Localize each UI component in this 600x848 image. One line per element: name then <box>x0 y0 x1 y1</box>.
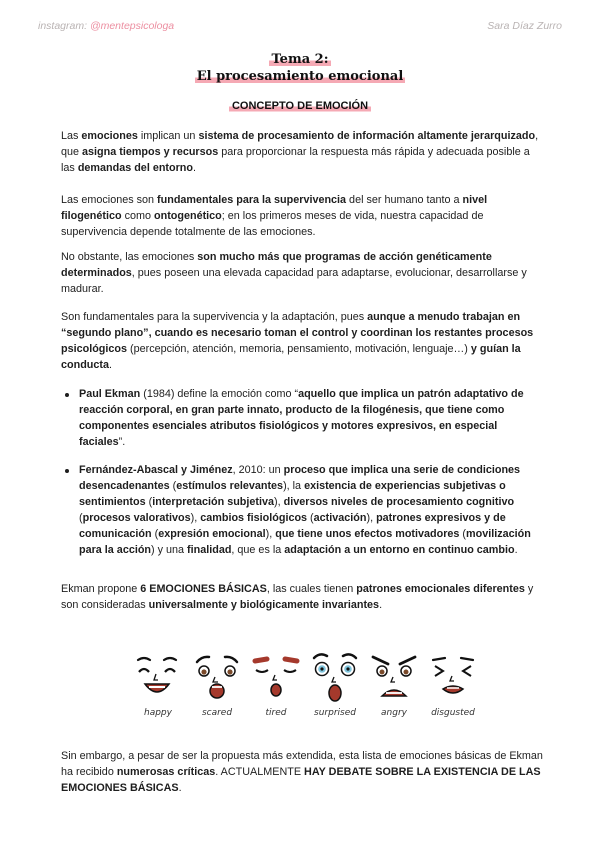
paragraph-genetic-programs <box>61 249 545 297</box>
text-segment: para proporcionar la respuesta más rápida y adecuada posible a las <box>61 146 530 174</box>
text-segment: No obstante, las emociones <box>61 251 198 263</box>
bold-text-segment: que tiene unos efectos motivadores <box>275 528 460 540</box>
bold-text-segment: estímulos relevantes <box>176 480 284 492</box>
text-segment: ), <box>366 512 377 524</box>
text-segment: Las emociones son <box>61 194 158 206</box>
emotion-faces-illustration <box>128 650 483 724</box>
bold-text-segment: HAY DEBATE SOBRE LA EXISTENCIA DE LAS EMOCIONES BÁSICAS <box>61 766 541 794</box>
text-segment: , 2010: un <box>232 464 284 476</box>
page-title-line2 <box>0 69 600 84</box>
text-segment: ), <box>265 528 276 540</box>
text-segment: (percepción, atención, memoria, pensamiento, motivación, lenguaje…) <box>127 343 471 355</box>
text-segment: y son consideradas <box>61 583 534 611</box>
text-segment: ), la <box>283 480 305 492</box>
text-segment: ”. <box>118 436 126 448</box>
bold-text-segment: expresión emocional <box>158 528 266 540</box>
bold-text-segment: y guían la conducta <box>61 343 521 371</box>
header-instagram-prefix: instagram: <box>38 20 90 32</box>
bullet-dot <box>65 469 69 473</box>
text-segment: Sin embargo, a pesar de ser la propuesta más extendida, esta lista de emociones básicas de Ekman ha recibido <box>61 750 543 778</box>
text-segment: ( <box>169 480 177 492</box>
bold-text-segment: procesos valorativos <box>82 512 191 524</box>
text-segment: , que <box>61 130 539 158</box>
emotion-label-happy: happy <box>144 708 172 718</box>
emotion-label-surprised: surprised <box>314 708 356 718</box>
paragraph-survival <box>61 192 545 240</box>
emotion-label-scared: scared <box>201 708 233 718</box>
header-instagram <box>38 20 174 32</box>
bold-text-segment: fundamentales para la supervivencia <box>157 194 347 206</box>
text-segment: , pues poseen una elevada capacidad para adaptarse, evolucionar, desarrollarse y madurar. <box>61 267 527 295</box>
text-segment: . <box>193 162 196 174</box>
text-segment: Son fundamentales para la supervivencia y la adaptación, pues <box>61 311 368 323</box>
text-segment: del ser humano tanto a <box>346 194 463 206</box>
text-segment: como <box>121 210 154 222</box>
scared-face-icon <box>191 650 243 706</box>
text-segment: ( <box>459 528 467 540</box>
tired-face-icon <box>250 650 302 706</box>
bold-text-segment: patrones expresivos y de comunicación <box>79 512 506 540</box>
bold-text-segment: 6 EMOCIONES BÁSICAS <box>140 583 267 595</box>
paragraph-adaptation <box>61 309 545 373</box>
paragraph-definition <box>61 128 545 176</box>
bold-text-segment: adaptación a un entorno en continuo cambio <box>284 544 515 556</box>
text-segment: . <box>178 782 182 794</box>
bold-text-segment: diversos niveles de procesamiento cognitivo <box>283 496 515 508</box>
text-segment: (1984) define la emoción como “ <box>140 388 299 400</box>
bold-text-segment: Fernández-Abascal y Jiménez <box>79 464 233 476</box>
page-title-line1 <box>0 52 600 67</box>
text-segment: , que es la <box>231 544 285 556</box>
bold-text-segment: aunque a menudo trabajan en “segundo plano”, cuando es necesario toman el control y coordinan los restantes procesos psicológicos <box>61 311 534 355</box>
section-title <box>0 100 600 112</box>
bold-text-segment: aquello que implica un patrón adaptativo de reacción corporal, en gran parte innato, producto de la filogénesis, que tiene como componentes esenciales atributos fisiológicos y motores expresivos, en especial faciales <box>79 388 524 448</box>
paragraph-basic-emotions <box>61 581 545 613</box>
paragraph-criticism <box>61 748 545 796</box>
page-title-line1-text: Tema 2: <box>271 52 329 67</box>
bold-text-segment: Paul Ekman <box>79 388 141 400</box>
text-segment: implican un <box>137 130 199 142</box>
bold-text-segment: ontogenético <box>154 210 222 222</box>
text-segment: . <box>379 599 383 611</box>
text-segment: . <box>514 544 518 556</box>
text-segment: ( <box>151 528 159 540</box>
bold-text-segment: interpretación subjetiva <box>152 496 275 508</box>
bold-text-segment: emociones <box>81 130 138 142</box>
angry-face-icon <box>368 650 420 706</box>
bold-text-segment: cambios fisiológicos <box>200 512 308 524</box>
page-title-line2-text: El procesamiento emocional <box>196 69 404 84</box>
emotion-face-surprised <box>305 650 365 724</box>
bullet-fernandez-abascal-definition <box>79 462 537 558</box>
bold-text-segment: proceso que implica una serie de condiciones desencadenantes <box>79 464 521 492</box>
bold-text-segment: son mucho más que programas de acción genéticamente determinados <box>61 251 492 279</box>
emotion-face-scared <box>187 650 247 724</box>
bullet-dot <box>65 393 69 397</box>
header-instagram-handle[interactable]: @mentepsicologa <box>89 20 175 32</box>
text-segment: , las cuales tienen <box>266 583 357 595</box>
text-segment: ( <box>307 512 314 524</box>
text-segment: Ekman propone <box>61 583 141 595</box>
emotion-face-happy <box>128 650 188 724</box>
bold-text-segment: existencia de experiencias subjetivas o sentimientos <box>79 480 506 508</box>
emotion-face-angry <box>364 650 424 724</box>
happy-face-icon <box>132 650 184 706</box>
emotion-label-angry: angry <box>381 708 407 718</box>
emotion-face-disgusted <box>423 650 483 724</box>
bullet-ekman-definition <box>79 386 537 450</box>
text-segment: ), <box>190 512 201 524</box>
bold-text-segment: universalmente y biológicamente invariantes <box>148 599 380 611</box>
bold-text-segment: activación <box>313 512 367 524</box>
text-segment: Las <box>61 130 82 142</box>
text-segment: . ACTUALMENTE <box>215 766 305 778</box>
text-segment: ), <box>274 496 284 508</box>
bold-text-segment: numerosas críticas <box>116 766 216 778</box>
text-segment: ; en los primeros meses de vida, nuestra capacidad de supervivencia depende totalmente de las emociones. <box>61 210 484 238</box>
text-segment: . <box>109 359 112 371</box>
bold-text-segment: sistema de procesamiento de información altamente jerarquizado <box>198 130 536 142</box>
emotion-face-tired <box>246 650 306 724</box>
bold-text-segment: demandas del entorno <box>77 162 193 174</box>
text-segment: ( <box>145 496 153 508</box>
surprised-face-icon <box>309 650 361 706</box>
header-author: Sara Díaz Zurro <box>487 20 562 32</box>
section-title-text: CONCEPTO DE EMOCIÓN <box>229 100 371 112</box>
bold-text-segment: finalidad <box>187 544 232 556</box>
emotion-label-tired: tired <box>265 708 287 718</box>
bold-text-segment: nivel filogenético <box>61 194 488 222</box>
bold-text-segment: asigna tiempos y recursos <box>82 146 219 158</box>
text-segment: ( <box>79 512 83 524</box>
text-segment: ) y una <box>151 544 188 556</box>
bold-text-segment: patrones emocionales diferentes <box>356 583 525 595</box>
emotion-label-disgusted: disgusted <box>431 708 475 718</box>
disgusted-face-icon <box>427 650 479 706</box>
bold-text-segment: movilización para la acción <box>79 528 531 556</box>
